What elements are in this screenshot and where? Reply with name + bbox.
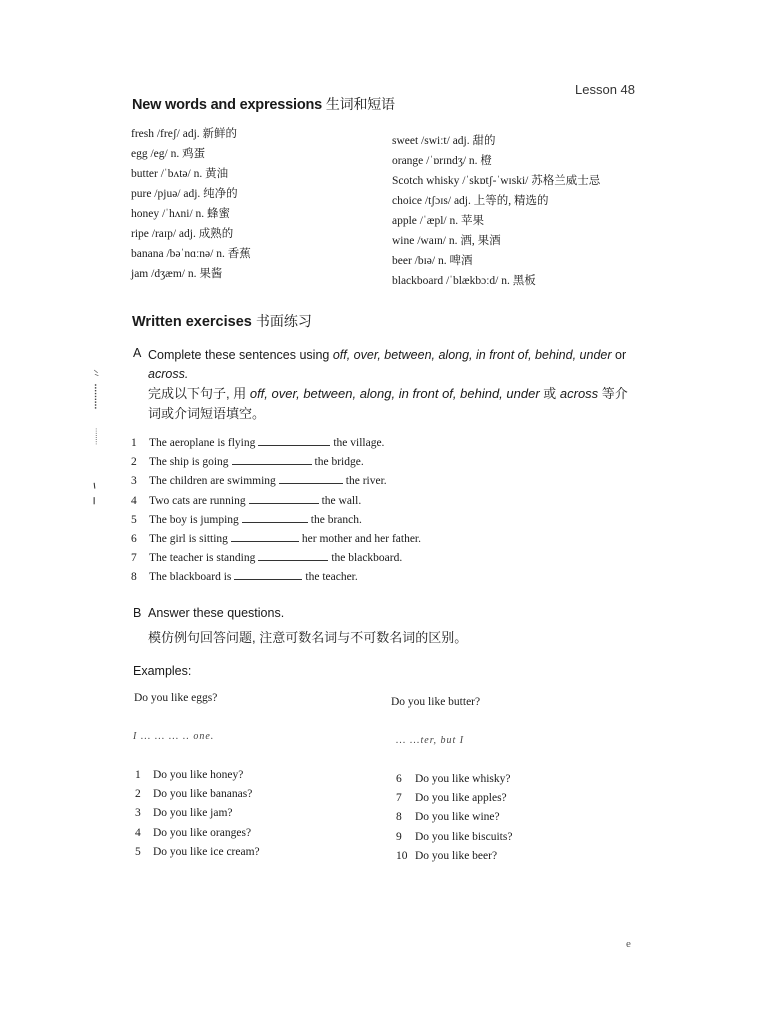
answer-blank[interactable] — [258, 551, 328, 561]
new-words-title: New words and expressions — [132, 97, 323, 113]
exercise-item — [131, 434, 421, 453]
question-text: Do you like apples? — [415, 792, 507, 805]
example-question-1: Do you like eggs? — [134, 692, 218, 704]
lesson-label: Lesson 48 — [575, 82, 635, 97]
question-text: Do you like whisky? — [415, 773, 511, 785]
question-item — [396, 808, 512, 827]
margin-scan-marks — [92, 340, 102, 540]
vocab-item: beer /bɪə/ n. 啤酒 — [392, 255, 473, 267]
section-a-intro-prefix: Complete these sentences using — [148, 348, 333, 362]
section-a-instructions — [148, 346, 638, 384]
written-exercises-title-cn: 书面练习 — [255, 313, 312, 329]
answer-blank[interactable] — [231, 532, 299, 542]
section-b-instructions: Answer these questions. — [148, 606, 285, 620]
question-number: 9 — [396, 830, 402, 843]
exercise-text-before: Two cats are running — [149, 494, 246, 507]
exercise-text-after: her mother and her father. — [301, 532, 422, 545]
exercise-number: 7 — [131, 552, 137, 565]
exercise-text-after: the blackboard. — [331, 552, 403, 565]
exercise-item — [131, 530, 421, 549]
vocab-item: butter /ˈbʌtə/ n. 黄油 — [131, 168, 229, 180]
question-number: 8 — [396, 811, 402, 824]
question-number: 5 — [135, 845, 141, 858]
question-item — [135, 843, 260, 862]
question-text: Do you like beer? — [415, 849, 498, 862]
section-a-intro-last: across. — [148, 367, 189, 381]
question-number: 7 — [396, 792, 402, 805]
exercise-text-before: The ship is going — [149, 456, 229, 469]
exercise-text-after: the bridge. — [314, 456, 364, 469]
exercise-text-before: The boy is jumping — [149, 513, 239, 526]
question-text: Do you like biscuits? — [415, 830, 513, 843]
question-item — [396, 770, 512, 789]
answer-blank[interactable] — [258, 436, 330, 446]
exercise-text-before: The girl is sitting — [149, 532, 228, 545]
written-exercises-heading — [132, 311, 312, 331]
written-exercises-title: Written exercises — [132, 314, 252, 330]
section-a-label: A — [133, 346, 142, 360]
exercise-text-before: The teacher is standing — [149, 552, 256, 565]
exercise-item — [131, 568, 421, 587]
question-item — [135, 766, 260, 785]
question-text: Do you like bananas? — [153, 788, 253, 801]
exercise-item — [131, 472, 421, 491]
exercise-text-after: the teacher. — [305, 571, 358, 584]
exercise-number: 3 — [131, 475, 137, 488]
exercise-number: 6 — [131, 532, 137, 545]
question-number: 10 — [396, 849, 408, 862]
exercise-text-after: the river. — [345, 475, 387, 488]
vocab-item: choice /tʃɔɪs/ adj. 上等的, 精选的 — [392, 195, 549, 207]
section-b-instructions-cn: 模仿例句回答问题, 注意可数名词与不可数名词的区别。 — [148, 630, 468, 645]
question-list-right — [396, 770, 512, 866]
examples-label: Examples: — [133, 664, 192, 678]
vocab-item: ripe /raɪp/ adj. 成熟的 — [131, 228, 234, 240]
section-a-cn-words: off, over, between, along, in front of, behind, under — [249, 386, 540, 401]
question-number: 4 — [135, 826, 141, 839]
question-number: 6 — [396, 773, 402, 785]
exercise-number: 1 — [131, 437, 137, 449]
exercise-text-after: the branch. — [310, 513, 362, 526]
exercise-text-after: the village. — [333, 437, 385, 449]
exercise-item — [131, 492, 421, 511]
question-item — [396, 828, 512, 847]
new-words-heading — [132, 94, 395, 114]
question-number: 3 — [135, 807, 141, 820]
section-a-exercise-list — [131, 434, 421, 588]
vocab-item: honey /ˈhʌni/ n. 蜂蜜 — [131, 208, 231, 220]
question-text: Do you like wine? — [415, 811, 500, 824]
question-item — [396, 847, 512, 866]
vocab-item: blackboard /ˈblækbɔːd/ n. 黑板 — [392, 275, 536, 287]
answer-blank[interactable] — [234, 570, 302, 580]
vocab-list-right — [392, 131, 600, 291]
example-question-2: Do you like butter? — [391, 696, 481, 708]
page-mark: e — [626, 938, 631, 950]
question-text: Do you like jam? — [153, 807, 233, 820]
question-number: 1 — [135, 769, 141, 781]
exercise-text-before: The aeroplane is flying — [149, 437, 256, 449]
vocab-item: pure /pjuə/ adj. 纯净的 — [131, 188, 238, 200]
example-answer-2: ... ...ter, but I — [396, 735, 465, 746]
question-list-left — [135, 766, 260, 862]
vocab-item: egg /eg/ n. 鸡蛋 — [131, 148, 206, 160]
exercise-number: 5 — [131, 513, 137, 526]
answer-blank[interactable] — [279, 474, 343, 484]
exercise-number: 2 — [131, 456, 137, 469]
exercise-item — [131, 511, 421, 530]
section-a-cn-or: 或 — [539, 386, 560, 401]
example-answer-1: I ... ... ... .. one. — [133, 731, 215, 742]
exercise-text-before: The children are swimming — [149, 475, 276, 488]
section-a-cn-prefix: 完成以下句子, 用 — [148, 386, 250, 401]
section-a-cn-across: across — [559, 386, 599, 401]
section-a-intro-words: off, over, between, along, in front of, behind, under — [332, 348, 612, 362]
vocab-item: banana /bəˈnɑːnə/ n. 香蕉 — [131, 248, 251, 260]
question-item — [135, 804, 260, 823]
question-text: Do you like ice cream? — [153, 845, 260, 858]
vocab-item: Scotch whisky /ˈskɒtʃ-ˈwɪski/ 苏格兰威士忌 — [392, 175, 601, 187]
vocab-list-left — [131, 124, 251, 284]
section-b-label: B — [133, 606, 142, 620]
vocab-item: apple /ˈæpl/ n. 苹果 — [392, 215, 484, 227]
new-words-title-cn: 生词和短语 — [325, 96, 395, 112]
exercise-number: 8 — [131, 571, 137, 584]
exercise-text-before: The blackboard is — [149, 571, 232, 584]
answer-blank[interactable] — [232, 455, 312, 465]
answer-blank[interactable] — [249, 494, 319, 504]
exercise-item — [131, 549, 421, 568]
answer-blank[interactable] — [242, 513, 308, 523]
question-number: 2 — [135, 788, 141, 801]
section-a-instructions-cn — [148, 384, 638, 424]
exercise-text-after: the wall. — [321, 494, 362, 507]
question-item — [396, 789, 512, 808]
vocab-item: fresh /freʃ/ adj. 新鲜的 — [131, 128, 238, 140]
exercise-item — [131, 453, 421, 472]
section-a-cn-suffix: 等介词或介词短语填空。 — [148, 386, 628, 421]
vocab-item: jam /dʒæm/ n. 果酱 — [131, 268, 223, 280]
question-text: Do you like honey? — [153, 769, 244, 781]
question-item — [135, 785, 260, 804]
vocab-item: wine /waɪn/ n. 酒, 果酒 — [392, 235, 501, 247]
exercise-number: 4 — [131, 494, 137, 507]
vocab-item: orange /ˈɒrɪndʒ/ n. 橙 — [392, 155, 492, 167]
section-a-intro-or: or — [611, 348, 627, 362]
question-item — [135, 824, 260, 843]
vocab-item: sweet /swiːt/ adj. 甜的 — [392, 135, 496, 147]
question-text: Do you like oranges? — [153, 826, 252, 839]
